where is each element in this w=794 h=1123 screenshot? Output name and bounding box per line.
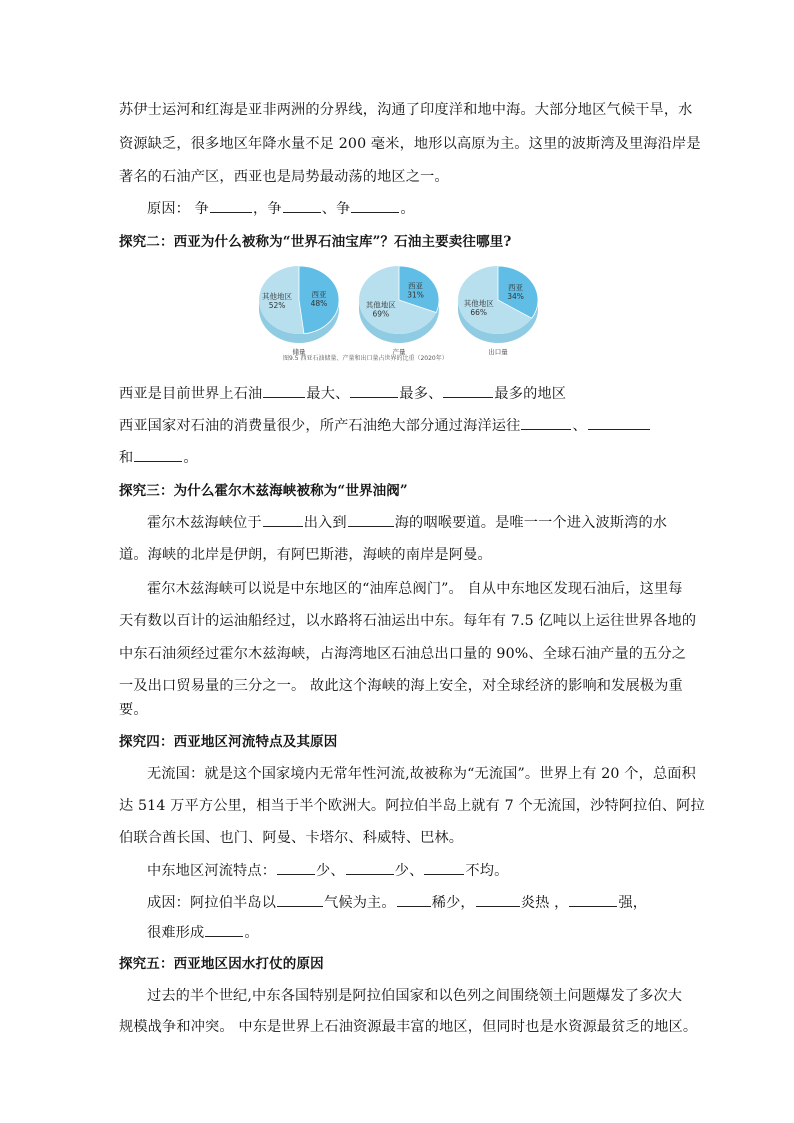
fill-blank	[588, 428, 650, 430]
fill-blank	[521, 428, 571, 430]
fill-blank	[351, 211, 399, 213]
pie-label: 其他地区	[463, 299, 494, 309]
pie-label: 其他地区	[365, 300, 396, 310]
fill-blank	[277, 873, 315, 875]
paragraph-line: 中东石油须经过霍尔木兹海峡，占海湾地区石油总出口量的 90%、全球石油产量的五分之	[119, 646, 687, 662]
pie-label: 其他地区	[262, 292, 293, 302]
fill-blank	[210, 211, 252, 213]
text: 。	[244, 925, 259, 941]
text: 。	[400, 201, 415, 217]
text: 、争	[321, 201, 351, 217]
paragraph-line: 规模战争和冲突。 中东是世界上石油资源最丰富的地区，但同时也是水资源最贫乏的地区。	[119, 1019, 698, 1035]
fill-blank	[397, 905, 431, 907]
text: 不均。	[465, 863, 509, 879]
fill-blank	[277, 905, 323, 907]
section-heading: 探究四：西亚地区河流特点及其原因	[119, 734, 338, 750]
fill-blank	[263, 396, 305, 398]
text: 西亚是目前世界上石油	[119, 386, 263, 402]
section-heading: 探究五：西亚地区因水打仗的原因	[119, 956, 324, 972]
text: 、	[572, 418, 587, 434]
text: 最多、	[399, 386, 443, 402]
fill-blank	[283, 211, 321, 213]
text: 出入到	[303, 515, 347, 531]
fill-line	[119, 447, 198, 467]
paragraph-line: 过去的半个世纪,中东各国特别是阿拉伯国家和以色列之间围绕领土问题爆发了多次大	[147, 988, 683, 1004]
pie-value: 48%	[310, 298, 328, 308]
fill-line	[147, 922, 259, 942]
figure-caption: 图9.5 西亚石油储量、产量和出口量占世界的比重（2020年）	[283, 355, 448, 362]
fill-line	[147, 860, 508, 880]
pie-label: 西亚	[508, 282, 524, 292]
paragraph-line: 达 514 万平方公里，相当于半个欧洲大。阿拉伯半岛上就有 7 个无流国，沙特阿拉伯、阿拉	[119, 798, 705, 814]
fill-blank	[134, 460, 182, 462]
pie-category-label: 产量	[392, 348, 406, 356]
text: 最大、	[306, 386, 350, 402]
pie-value: 69%	[372, 309, 390, 319]
fill-line	[119, 383, 566, 403]
paragraph-line: 著名的石油产区，西亚也是局势最动荡的地区之一。	[119, 169, 449, 185]
paragraph-line: 无流国：就是这个国家境内无常年性河流,故被称为“无流国”。世界上有 20 个，总面积	[147, 766, 696, 782]
fill-blank	[569, 905, 617, 907]
paragraph-line: 资源缺乏，很多地区年降水量不足 200 毫米，地形以高原为主。这里的波斯湾及里海沿岸是	[119, 136, 701, 152]
text: 西亚国家对石油的消费量很少，所产石油绝大部分通过海洋运往	[119, 418, 521, 434]
text: 中东地区河流特点：	[147, 863, 277, 879]
fill-line	[119, 415, 651, 435]
paragraph-line: 霍尔木兹海峡可以说是中东地区的“油库总阀门”。 自从中东地区发现石油后，这里每	[147, 581, 683, 597]
pie-value: 31%	[407, 290, 424, 300]
section-heading: 探究三：为什么霍尔木兹海峡被称为“世界油阀”	[119, 483, 408, 499]
text: ，争	[253, 201, 282, 217]
text: 少、	[394, 863, 424, 879]
text: 霍尔木兹海峡位于	[147, 515, 262, 531]
fill-blank	[476, 905, 520, 907]
reason-line	[147, 198, 415, 218]
pie-value: 34%	[507, 291, 524, 301]
fill-line	[147, 892, 647, 912]
fill-blank	[263, 525, 303, 527]
paragraph-line: 天有数以百计的运油船经过，以水路将石油运出中东。每年有 7.5 亿吨以上运往世界各地的	[119, 613, 697, 629]
pie-category-label: 出口量	[488, 348, 508, 356]
fill-blank	[443, 396, 493, 398]
section-heading: 探究二：西亚为什么被称为“世界石油宝库”？石油主要卖往哪里?	[119, 234, 512, 250]
fill-blank	[205, 935, 243, 937]
fill-blank	[424, 873, 464, 875]
fill-blank	[346, 873, 394, 875]
text: 炎热 ，	[520, 895, 569, 911]
text: 气候为主。	[324, 895, 396, 911]
fill-blank	[348, 525, 394, 527]
text: 和	[119, 450, 134, 466]
pie-value: 52%	[268, 301, 286, 311]
text: 成因：阿拉伯半岛以	[147, 895, 277, 911]
text: 。	[183, 450, 198, 466]
paragraph-line: 伯联合酋长国、也门、阿曼、卡塔尔、科威特、巴林。	[119, 830, 464, 846]
paragraph-line: 一及出口贸易量的三分之一。 故此这个海峡的海上安全，对全球经济的影响和发展极为重	[119, 678, 683, 694]
paragraph-line: 要。	[119, 702, 148, 718]
text: 稀少，	[431, 895, 475, 911]
text: 海的咽喉要道。是唯一一个进入波斯湾的水	[394, 515, 668, 531]
pie-label: 西亚	[311, 289, 327, 299]
text: 最多的地区	[494, 386, 567, 402]
pie-category-label: 储量	[292, 348, 306, 356]
pie-label: 西亚	[408, 281, 424, 291]
fill-blank	[350, 396, 398, 398]
text: 很难形成	[147, 925, 205, 941]
pie-value: 66%	[470, 308, 488, 318]
text: 原因： 争	[147, 201, 210, 217]
paragraph-line: 苏伊士运河和红海是亚非两洲的分界线，沟通了印度洋和地中海。大部分地区气候干旱，水	[119, 102, 693, 118]
text: 强，	[618, 895, 648, 911]
fill-line	[147, 512, 667, 532]
paragraph-line: 道。海峡的北岸是伊朗，有阿巴斯港，海峡的南岸是阿曼。	[119, 547, 492, 563]
text: 少、	[316, 863, 345, 879]
